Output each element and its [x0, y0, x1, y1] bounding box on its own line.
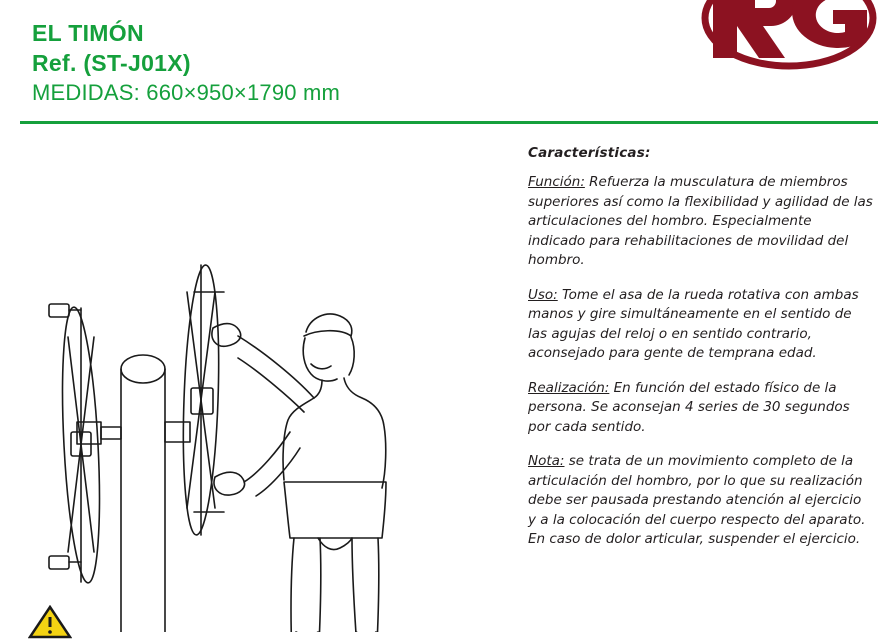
section-funcion	[528, 173, 873, 271]
product-dimensions: MEDIDAS: 660×950×1790 mm	[32, 80, 341, 105]
equipment-illustration	[8, 132, 508, 632]
brand-logo	[671, 0, 891, 78]
section-uso-text: Tome el asa de la rueda rotativa con ambas manos y gire simultáneamente en el sentido de las agujas del reloj o en sentido contrario, aconsejado para gente de temprana edad.	[528, 286, 859, 361]
section-uso	[528, 286, 873, 364]
section-realizacion	[528, 379, 873, 438]
section-realizacion-text: En función del estado físico de la persona. Se aconsejan 4 series de 30 segundos por cada sentido.	[528, 379, 850, 435]
section-nota-text: se trata de un movimiento completo de la articulación del hombro, por lo que su realización debe ser pausada prestando atención al ejercicio y a la colocación del cuerpo respecto del aparato. En caso de dolor articular, suspender el ejercicio.	[528, 453, 866, 547]
header-divider	[20, 121, 878, 124]
characteristics-panel	[528, 145, 873, 565]
section-funcion-text: Refuerza la musculatura de miembros superiores así como la flexibilidad y agilidad de las articulaciones del hombro. Especialmente indicado para rehabilitaciones de movilidad del hombro.	[528, 174, 873, 268]
characteristics-heading: Características:	[528, 145, 651, 161]
section-nota-label: Nota:	[528, 453, 565, 469]
page-header	[0, 0, 895, 124]
section-uso-label: Uso:	[528, 286, 558, 303]
small-wheel-handle-top	[49, 304, 69, 317]
small-wheel-handle-bottom	[49, 556, 69, 569]
post-top-cap	[121, 369, 165, 383]
grip-lower	[214, 472, 245, 495]
figure-leg-left	[291, 538, 300, 632]
title-block	[32, 18, 340, 108]
product-reference: Ref. (ST-J01X)	[32, 50, 191, 76]
section-funcion-label: Función:	[528, 174, 585, 190]
section-nota	[528, 452, 873, 550]
warning-triangle-icon	[28, 605, 72, 639]
logo-text-rg	[713, 0, 867, 58]
figure-torso-right	[344, 378, 386, 488]
section-realizacion-label: Realización:	[528, 379, 610, 396]
grip-upper	[212, 324, 241, 347]
figure-leg-right	[352, 538, 364, 632]
figure-shorts	[284, 482, 386, 538]
post-body	[121, 355, 165, 632]
arm-bracket	[165, 422, 190, 442]
product-name: EL TIMÓN	[32, 20, 144, 46]
figure-head	[303, 338, 337, 381]
figure-arm-upper	[238, 336, 314, 398]
